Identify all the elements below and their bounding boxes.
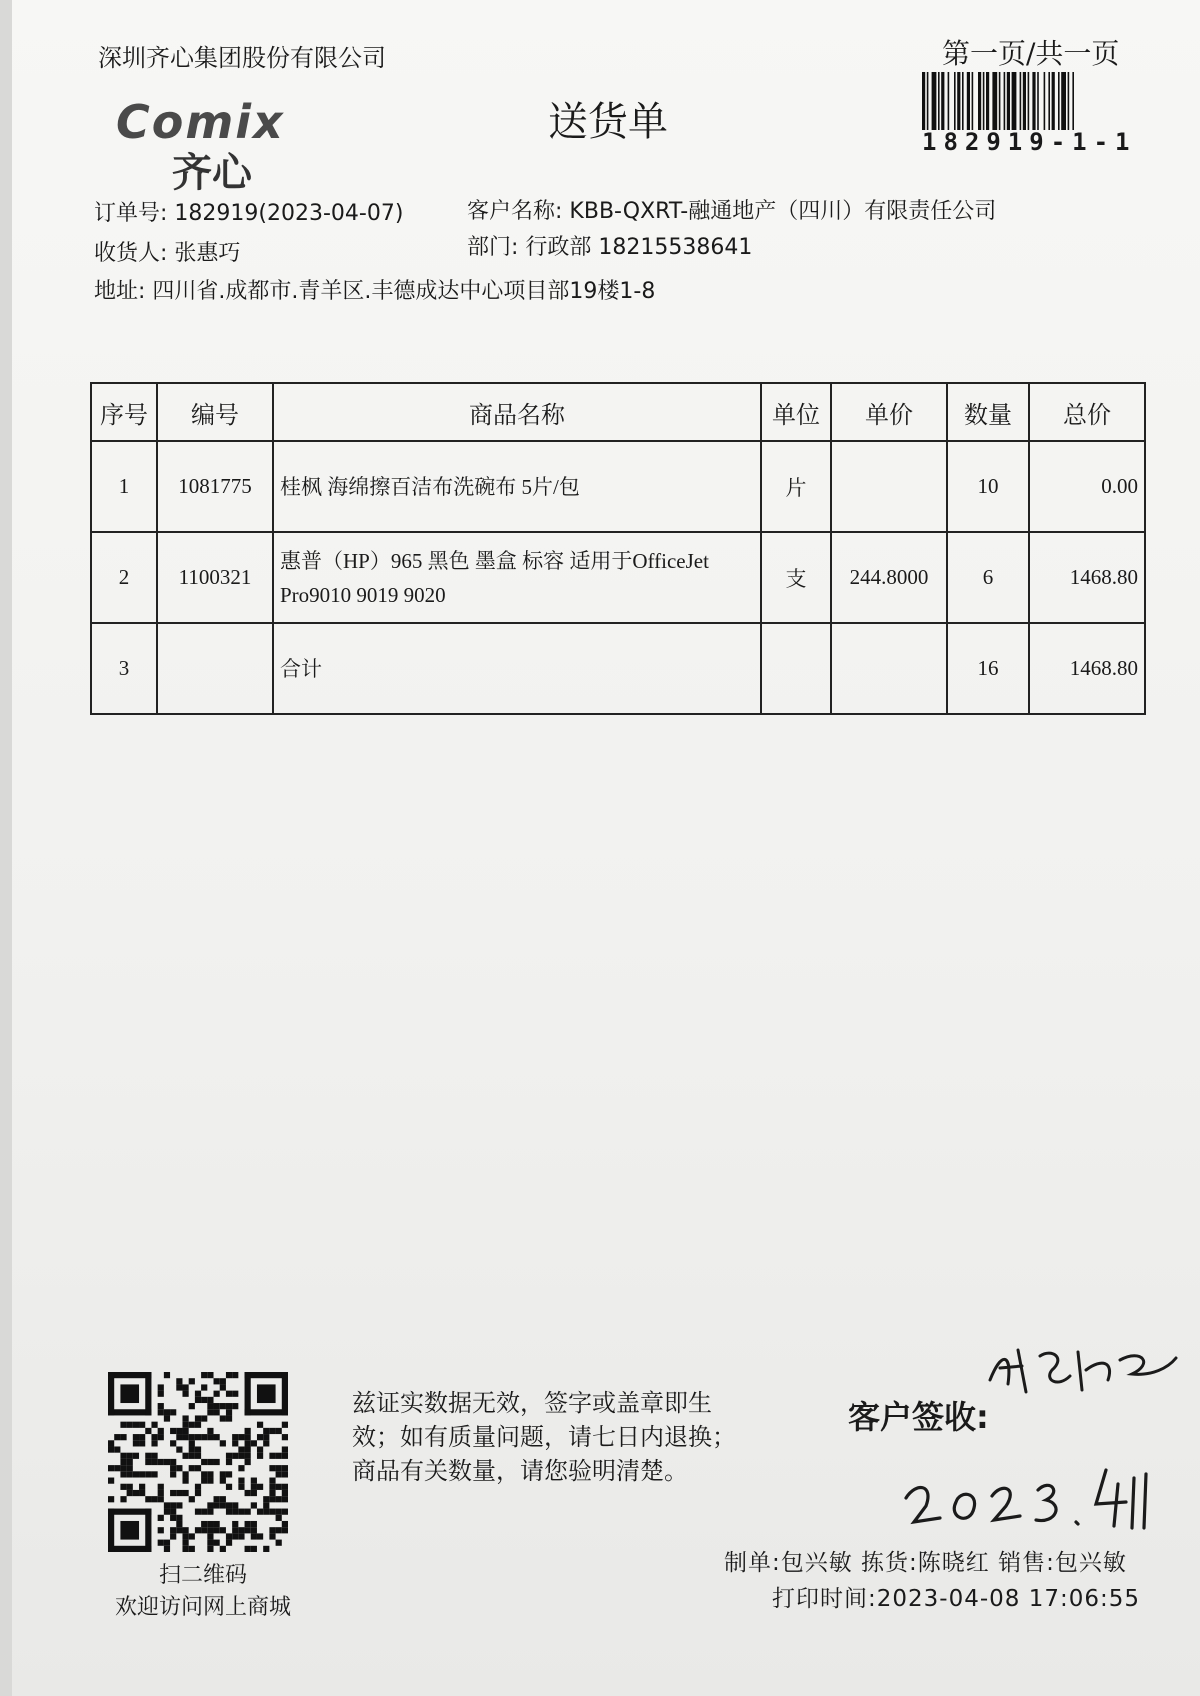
table-header-row (91, 383, 1145, 441)
address-value: 四川省.成都市.青羊区.丰德成达中心项目部19楼1-8 (152, 279, 656, 304)
cell-seq: 3 (91, 623, 157, 714)
address-label: 地址: (94, 279, 146, 304)
header-name: 商品名称 (273, 383, 761, 441)
staff-info: 制单:包兴敏 拣货:陈晓红 销售:包兴敏 (724, 1550, 1127, 1576)
cell-seq: 1 (91, 441, 157, 532)
cell-price (831, 441, 947, 532)
order-number (94, 196, 403, 227)
customer-name (467, 194, 996, 225)
cell-qty: 16 (947, 623, 1029, 714)
department-value: 行政部 18215538641 (525, 235, 753, 260)
table-row (91, 532, 1145, 623)
items-table (90, 382, 1146, 715)
qr-code[interactable] (108, 1372, 288, 1552)
qr-caption-line1: 扫二维码 (158, 1563, 247, 1588)
header-unit: 单位 (761, 383, 831, 441)
cell-price (831, 623, 947, 714)
header-price: 单价 (831, 383, 947, 441)
cell-name: 桂枫 海绵擦百洁布洗碗布 5片/包 (273, 441, 761, 532)
customer-label: 客户名称: (467, 199, 563, 224)
cell-unit: 支 (761, 532, 831, 623)
address (94, 274, 655, 305)
cell-code: 1081775 (157, 441, 273, 532)
cell-total: 0.00 (1029, 441, 1145, 532)
cell-qty: 6 (947, 532, 1029, 623)
cell-unit (761, 623, 831, 714)
cell-code: 1100321 (157, 532, 273, 623)
customer-signature (982, 1340, 1182, 1400)
cell-unit: 片 (761, 441, 831, 532)
order-number-label: 订单号: (94, 201, 168, 226)
receiver-label: 收货人: (94, 241, 168, 266)
cell-code (157, 623, 273, 714)
table-row (91, 441, 1145, 532)
order-number-value: 182919(2023-04-07) (174, 201, 404, 226)
cell-name: 惠普（HP）965 黑色 墨盒 标容 适用于OfficeJet Pro9010 9019 9020 (273, 532, 761, 623)
signature-date (900, 1456, 1150, 1536)
customer-value: KBB-QXRT-融通地产（四川）有限责任公司 (569, 199, 997, 224)
cell-seq: 2 (91, 532, 157, 623)
customer-sign-label: 客户签收: (848, 1398, 989, 1436)
qr-caption-line2: 欢迎访问网上商城 (114, 1595, 291, 1620)
delivery-note-page (12, 0, 1200, 1696)
cell-price: 244.8000 (831, 532, 947, 623)
receiver-value: 张惠巧 (174, 241, 241, 266)
cell-total: 1468.80 (1029, 623, 1145, 714)
header-qty: 数量 (947, 383, 1029, 441)
receiver (94, 236, 240, 267)
header-code: 编号 (157, 383, 273, 441)
qr-caption (98, 1560, 308, 1624)
page-info: 第一页/共一页 (942, 37, 1120, 70)
barcode-number: 182919-1-1 (922, 128, 1137, 156)
table-row (91, 623, 1145, 714)
department (467, 230, 752, 261)
comix-logo (112, 96, 352, 192)
barcode (920, 72, 1134, 130)
header-total: 总价 (1029, 383, 1145, 441)
header-seq: 序号 (91, 383, 157, 441)
cell-name: 合计 (273, 623, 761, 714)
cell-qty: 10 (947, 441, 1029, 532)
print-time: 打印时间:2023-04-08 17:06:55 (772, 1586, 1141, 1612)
page-title: 送货单 (548, 99, 668, 145)
cell-total: 1468.80 (1029, 532, 1145, 623)
notice-text: 兹证实数据无效，签字或盖章即生效；如有质量问题，请七日内退换；商品有关数量，请您验明清楚。 (352, 1389, 736, 1485)
logo-cn: 齐心 (172, 149, 252, 192)
logo-text: Comix (116, 96, 285, 149)
company-name: 深圳齐心集团股份有限公司 (98, 44, 386, 72)
department-label: 部门: (467, 235, 519, 260)
